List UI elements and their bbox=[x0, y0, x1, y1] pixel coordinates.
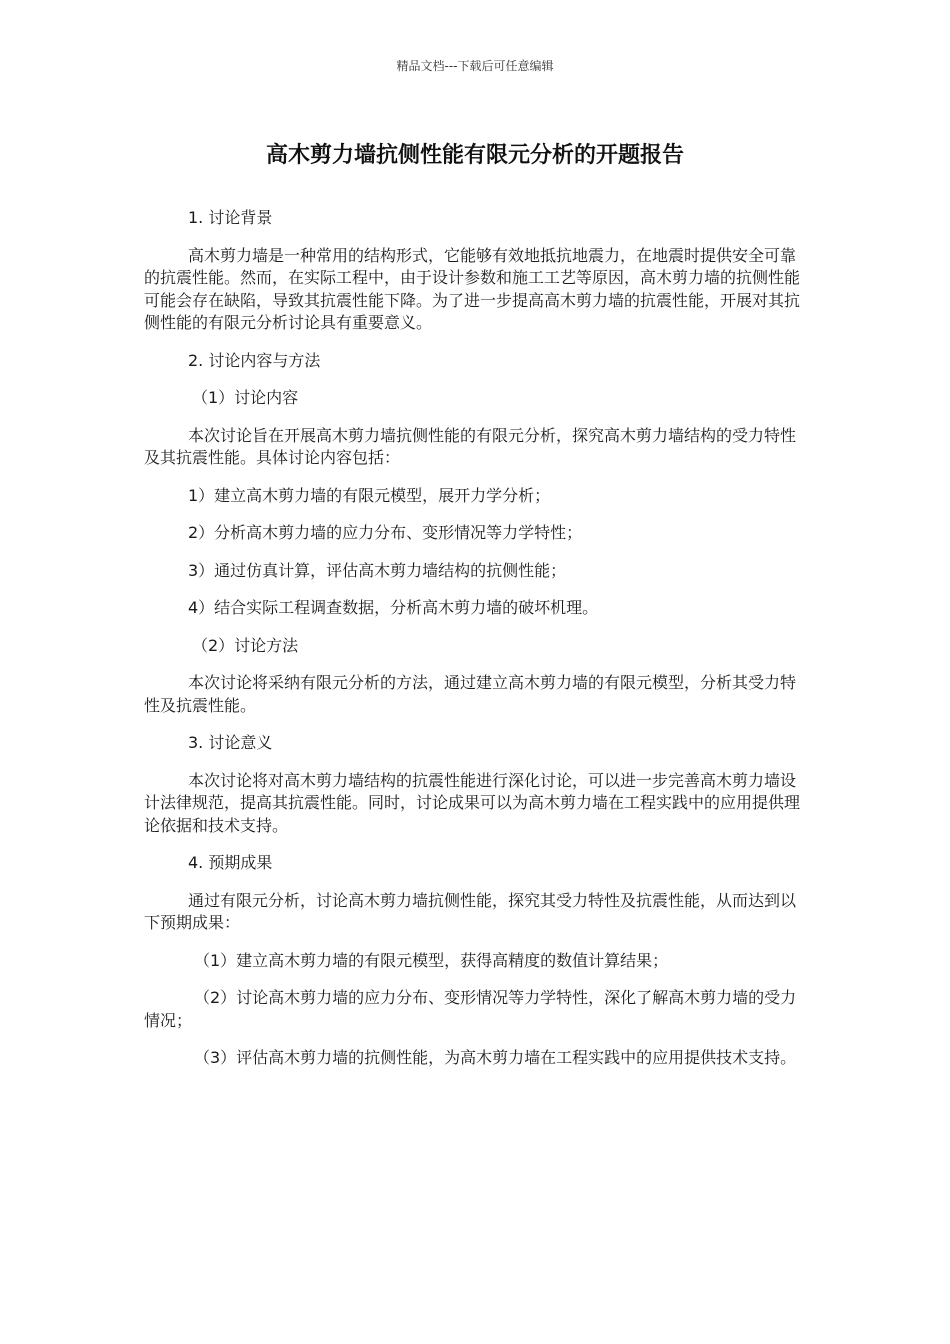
section-heading-significance: 3. 讨论意义 bbox=[188, 733, 273, 752]
result-item: （3）评估高木剪力墙的抗侧性能，为高木剪力墙在工程实践中的应用提供技术支持。 bbox=[194, 1048, 797, 1067]
method-paragraph: 本次讨论将采纳有限元分析的方法，通过建立高木剪力墙的有限元模型，分析其受力特性及抗震性能。 bbox=[144, 673, 797, 715]
section-heading-content-method: 2. 讨论内容与方法 bbox=[188, 350, 321, 370]
document-body bbox=[144, 207, 808, 1085]
result-item: （1）建立高木剪力墙的有限元模型，获得高精度的数值计算结果； bbox=[194, 950, 669, 970]
list-item: 3）通过仿真计算，评估高木剪力墙结构的抗侧性能； bbox=[188, 560, 567, 580]
subheading-method: （2）讨论方法 bbox=[192, 635, 299, 655]
content-paragraph: 本次讨论旨在开展高木剪力墙抗侧性能的有限元分析，探究高木剪力墙结构的受力特性及其抗震性能。具体讨论内容包括： bbox=[144, 425, 797, 467]
list-item: 2）分析高木剪力墙的应力分布、变形情况等力学特性； bbox=[188, 523, 583, 542]
section-heading-background: 1. 讨论背景 bbox=[188, 208, 273, 227]
expected-paragraph: 通过有限元分析，讨论高木剪力墙抗侧性能，探究其受力特性及抗震性能，从而达到以下预期成果： bbox=[144, 890, 797, 932]
background-paragraph: 高木剪力墙是一种常用的结构形式，它能够有效地抵抗地震力，在地震时提供安全可靠的抗震性能。然而，在实际工程中，由于设计参数和施工工艺等原因，高木剪力墙的抗侧性能可能会存在缺陷，导致其抗震性能下降。为了进一步提高高木剪力墙的抗震性能，开展对其抗侧性能的有限元分析讨论具有重要意义。 bbox=[144, 245, 801, 332]
section-heading-expected: 4. 预期成果 bbox=[188, 853, 273, 872]
list-item: 4）结合实际工程调查数据，分析高木剪力墙的破坏机理。 bbox=[188, 598, 599, 617]
header-note: 精品文档---下载后可任意编辑 bbox=[396, 59, 554, 73]
result-item: （2）讨论高木剪力墙的应力分布、变形情况等力学特性，深化了解高木剪力墙的受力情况； bbox=[144, 988, 797, 1030]
list-item: 1）建立高木剪力墙的有限元模型，展开力学分析； bbox=[188, 485, 551, 505]
page-title: 高木剪力墙抗侧性能有限元分析的开题报告 bbox=[265, 143, 684, 168]
significance-paragraph: 本次讨论将对高木剪力墙结构的抗震性能进行深化讨论，可以进一步完善高木剪力墙设计法律规范，提高其抗震性能。同时，讨论成果可以为高木剪力墙在工程实践中的应用提供理论依据和技术支持。 bbox=[144, 770, 801, 835]
subheading-content: （1）讨论内容 bbox=[192, 388, 299, 407]
